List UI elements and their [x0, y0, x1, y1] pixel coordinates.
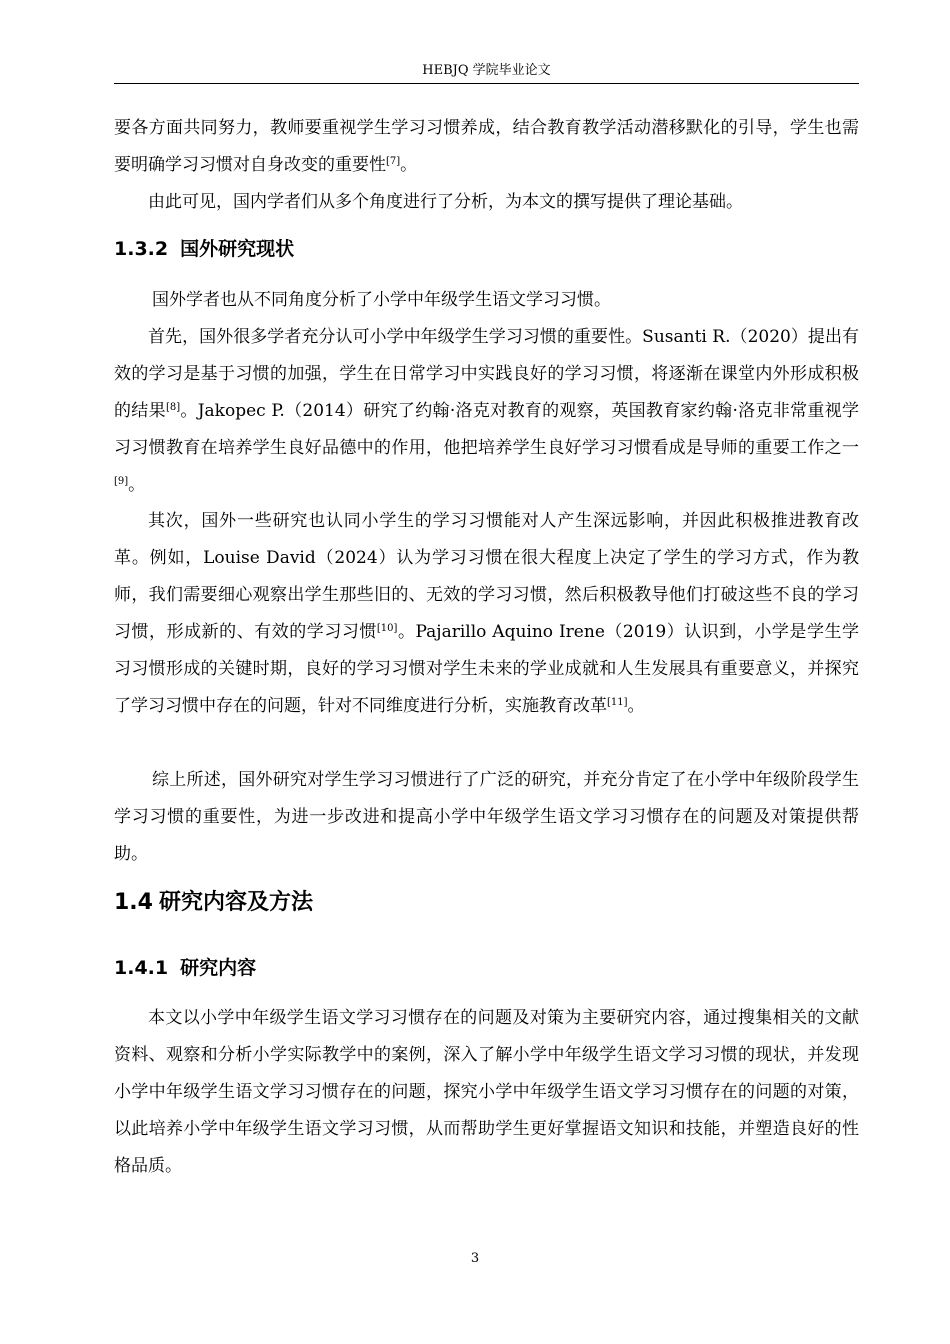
- paragraph-foreign-second: 其次，国外一些研究也认同小学生的学习习惯能对人产生深远影响，并因此积极推进教育改革。例如，Louise David（2024）认为学习习惯在很大程度上决定了学生的学习方式，作为教师，我们需要细心观察出学生那些旧的、无效的学习习惯，然后积极教导他们打破这些不良的学习习惯，形成新的、有效的学习习惯[10]。Pajarillo Aquino Irene（2019）认识到，小学是学生学习习惯形成的关键时期，良好的学习习惯对学生未来的学业成就和人生发展具有重要意义，并探究了学习习惯中存在的问题，针对不同维度进行分析，实施教育改革[11]。: [114, 511, 859, 716]
- citation-ref[interactable]: [7]: [386, 156, 401, 167]
- paragraph-text: 由此可见，国内学者们从多个角度进行了分析，为本文的撰写提供了理论基础。: [148, 192, 743, 212]
- paragraph-text: 综上所述，国外研究对学生学习习惯进行了广泛的研究，并充分肯定了在小学中年级阶段学生学习习惯的重要性，为进一步改进和提高小学中年级学生语文学习习惯存在的问题及对策提供帮助。: [114, 770, 859, 864]
- citation-ref[interactable]: [9]: [114, 476, 129, 487]
- section-title: 国外研究现状: [180, 238, 295, 260]
- section-title: 研究内容及方法: [158, 890, 313, 915]
- paragraph-foreign-conclusion: [114, 762, 859, 873]
- section-number: 1.4: [114, 890, 153, 915]
- section-heading-1-4-1: [114, 954, 256, 982]
- citation-ref[interactable]: [8]: [165, 402, 181, 413]
- page-footer: [0, 1250, 950, 1268]
- citation-ref[interactable]: [10]: [376, 623, 398, 634]
- section-title: 研究内容: [180, 957, 257, 979]
- paragraph-domestic-conclusion: 要各方面共同努力，教师要重视学生学习习惯养成，结合教育教学活动潜移默化的引导，学生也需要明确学习习惯对自身改变的重要性[7]。: [114, 118, 859, 175]
- paragraph-foreign-intro: [114, 282, 859, 319]
- paragraph-summary: [114, 184, 859, 221]
- paragraph-research-content: [114, 1000, 859, 1185]
- section-number: 1.3.2: [114, 238, 169, 260]
- paragraph-text: 要各方面共同努力，教师要重视学生学习习惯养成，结合教育教学活动潜移默化的引导，学生也需要明确学习习惯对自身改变的重要性: [114, 118, 859, 175]
- page-number: 3: [470, 1251, 480, 1266]
- paragraph-text: 本文以小学中年级学生语文学习习惯存在的问题及对策为主要研究内容，通过搜集相关的文献资料、观察和分析小学实际教学中的案例，深入了解小学中年级学生语文学习习惯的现状，并发现小学中年级学生语文学习习惯存在的问题，探究小学中年级学生语文学习习惯存在的问题的对策，以此培养小学中年级学生语文学习习惯，从而帮助学生更好掌握语文知识和技能，并塑造良好的性格品质。: [114, 1008, 859, 1176]
- section-heading-1-3-2: [114, 235, 294, 263]
- page-header: [114, 62, 859, 84]
- section-number: 1.4.1: [114, 957, 169, 979]
- paragraph-text: 国外学者也从不同角度分析了小学中年级学生语文学习习惯。: [152, 290, 611, 310]
- citation-ref[interactable]: [11]: [607, 697, 628, 708]
- header-title: HEBJQ 学院毕业论文: [422, 63, 551, 78]
- section-heading-1-4: [114, 888, 313, 918]
- paragraph-foreign-first: 首先，国外很多学者充分认可小学中年级学生学习习惯的重要性。Susanti R.（2020）提出有效的学习是基于习惯的加强，学生在日常学习中实践良好的学习习惯，将逐渐在课堂内外形成积极的结果[8]。Jakopec P.（2014）研究了约翰·洛克对教育的观察，英国教育家约翰·洛克非常重视学习习惯教育在培养学生良好品德中的作用，他把培养学生良好学习习惯看成是导师的重要工作之一[9]。: [114, 327, 860, 495]
